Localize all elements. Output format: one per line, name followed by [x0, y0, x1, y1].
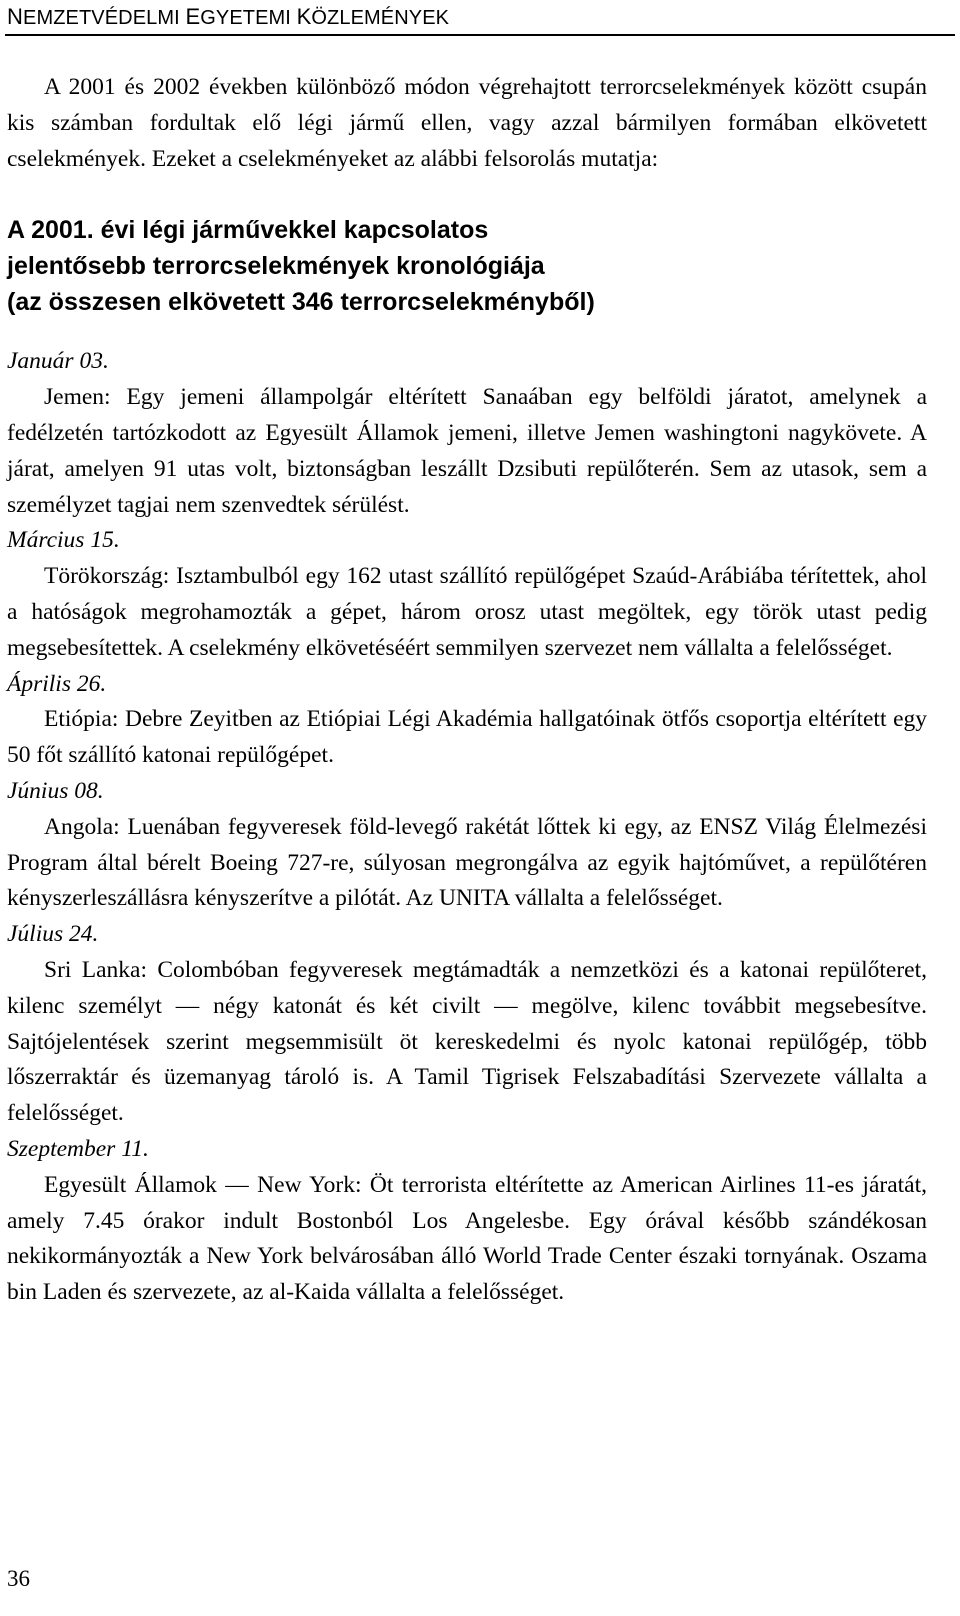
entry-april: [7, 667, 927, 774]
running-header: [7, 4, 449, 30]
entry-text: Egyesült Államok — New York: Öt terrorista eltérítette az American Airlines 11-es járatát, amely 7.45 órakor indult Bostonból Los Angelesbe. Egy órával később szándékosan nekikormányozták a New York belvárosában álló World Trade Center északi tornyának. Oszama bin Laden és szervezete, az al-Kaida vállalta a felelősséget.: [7, 1171, 927, 1306]
entry-september: [7, 1132, 927, 1311]
section-heading: [7, 212, 927, 320]
page-number: 36: [7, 1566, 30, 1591]
entry-text: Angola: Luenában fegyveresek föld-levegő rakétát lőttek ki egy, az ENSZ Világ Élelmezési Program által bérelt Boeing 727-re, súlyosan megrongálva az egyik hajtóművet, a repülőtéren kényszerleszállásra kényszerítve a pilótát. Az UNITA vállalta a felelősséget.: [7, 813, 927, 912]
entry-january: [7, 344, 927, 523]
journal-title-part-1: EMZETVÉDELMI: [23, 7, 186, 29]
journal-title-part-2: GYETEMI: [200, 7, 297, 29]
journal-title-initial-1: N: [7, 4, 23, 29]
entry-march: [7, 523, 927, 666]
section-heading-line-1: A 2001. évi légi járművekkel kapcsolatos: [7, 216, 489, 245]
header-rule: [5, 34, 955, 36]
entry-date: Június 08.: [7, 777, 104, 804]
entry-july: [7, 917, 927, 1132]
journal-title-initial-3: K: [296, 4, 312, 29]
entry-text: Sri Lanka: Colombóban fegyveresek megtámadták a nemzetközi és a katonai repülőteret, kilenc személyt — négy katonát és két civilt — megölve, kilenc továbbit megsebesítve. Sajtójelentések szerint megsemmisült öt kereskedelmi és nyolc katonai repülőgép, több lőszerraktár és üzemanyag tároló is. A Tamil Tigrisek Felszabadítási Szervezete vállalta a felelősséget.: [7, 956, 927, 1127]
entry-text: Törökország: Isztambulból egy 162 utast szállító repülőgépet Szaúd-Arábiába térítettek, ahol a hatóságok megrohamozták a gépet, három orosz utast megöltek, egy török utast pedig megsebesítettek. A cselekmény elkövetéséért semmilyen szervezet nem vállalta a felelősséget.: [7, 563, 927, 661]
intro-paragraph: A 2001 és 2002 években különböző módon végrehajtott terrorcselekmények között csupán kis számban fordultak elő légi jármű ellen, vagy azzal bármilyen formában elkövetett cselekmények. Ezeket a cselekményeket az alábbi felsorolás mutatja:: [7, 74, 927, 172]
entry-date: Július 24.: [7, 921, 99, 948]
main-content: [7, 70, 927, 1311]
journal-title-part-3: ÖZLEMÉNYEK: [311, 7, 450, 29]
entry-date: Március 15.: [7, 527, 120, 554]
entry-date: Január 03.: [7, 348, 109, 375]
entry-date: Szeptember 11.: [7, 1135, 149, 1162]
section-heading-line-3: (az összesen elkövetett 346 terrorcselekményből): [7, 288, 595, 317]
entry-date: Április 26.: [7, 670, 107, 697]
section-heading-line-2: jelentősebb terrorcselekmények kronológiája: [7, 252, 545, 281]
entry-text: Jemen: Egy jemeni állampolgár eltérített Sanaában egy belföldi járatot, amelynek a fedélzetén tartózkodott az Egyesült Államok jemeni, illetve Jemen washingtoni nagykövete. A járat, amelyen 91 utas volt, biztonságban leszállt Dzsibuti repülőterén. Sem az utasok, sem a személyzet tagjai nem szenvedtek sérülést.: [7, 384, 927, 518]
entry-june: [7, 774, 927, 917]
entry-text: Etiópia: Debre Zeyitben az Etiópiai Légi Akadémia hallgatóinak ötfős csoportja eltérített egy 50 főt szállító katonai repülőgépet.: [7, 706, 927, 769]
journal-title-initial-2: E: [185, 4, 201, 29]
